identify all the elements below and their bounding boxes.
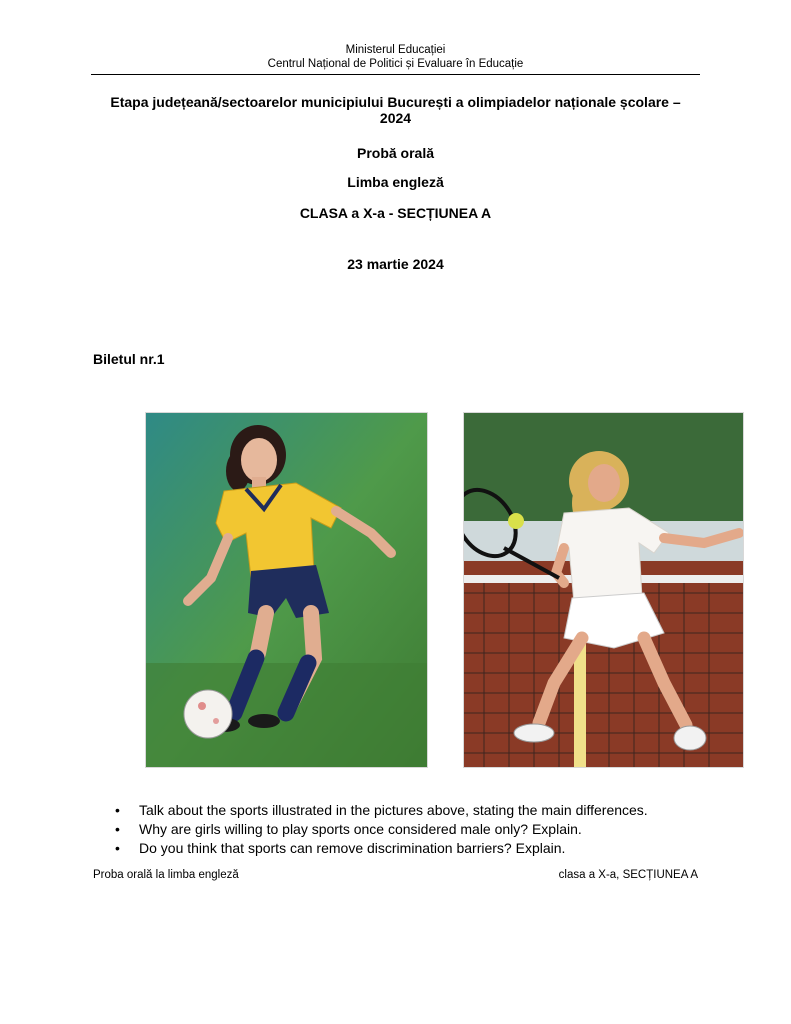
tennis-player-photo: [463, 412, 744, 768]
header-ministry: Ministerul Educației: [345, 44, 446, 56]
footer-left: Proba orală la limba engleză: [93, 869, 239, 881]
subject: Limba engleză: [347, 174, 444, 190]
football-player-photo: [145, 412, 428, 768]
page-header: [91, 43, 700, 71]
document-title: [91, 94, 700, 126]
header-divider: [91, 74, 700, 75]
footer-right: clasa a X-a, SECȚIUNEA A: [558, 869, 698, 881]
header-center: Centrul Național de Politici și Evaluare în Educație: [267, 58, 524, 70]
list-item: • Do you think that sports can remove discrimination barriers? Explain.: [112, 839, 712, 858]
question-list: [112, 801, 712, 858]
exam-type: Probă orală: [356, 145, 435, 161]
list-item: • Why are girls willing to play sports once considered male only? Explain.: [112, 820, 712, 839]
title-line-2: 2024: [379, 110, 412, 126]
exam-date: 23 martie 2024: [347, 256, 444, 272]
ticket-number: Biletul nr.1: [93, 351, 165, 367]
grade-section: CLASA a X-a - SECȚIUNEA A: [299, 205, 492, 221]
title-line-1: Etapa județeană/sectoarelor municipiului București a olimpiadelor naționale școlare –: [110, 94, 681, 110]
list-item: • Talk about the sports illustrated in the pictures above, stating the main differences.: [112, 801, 712, 820]
